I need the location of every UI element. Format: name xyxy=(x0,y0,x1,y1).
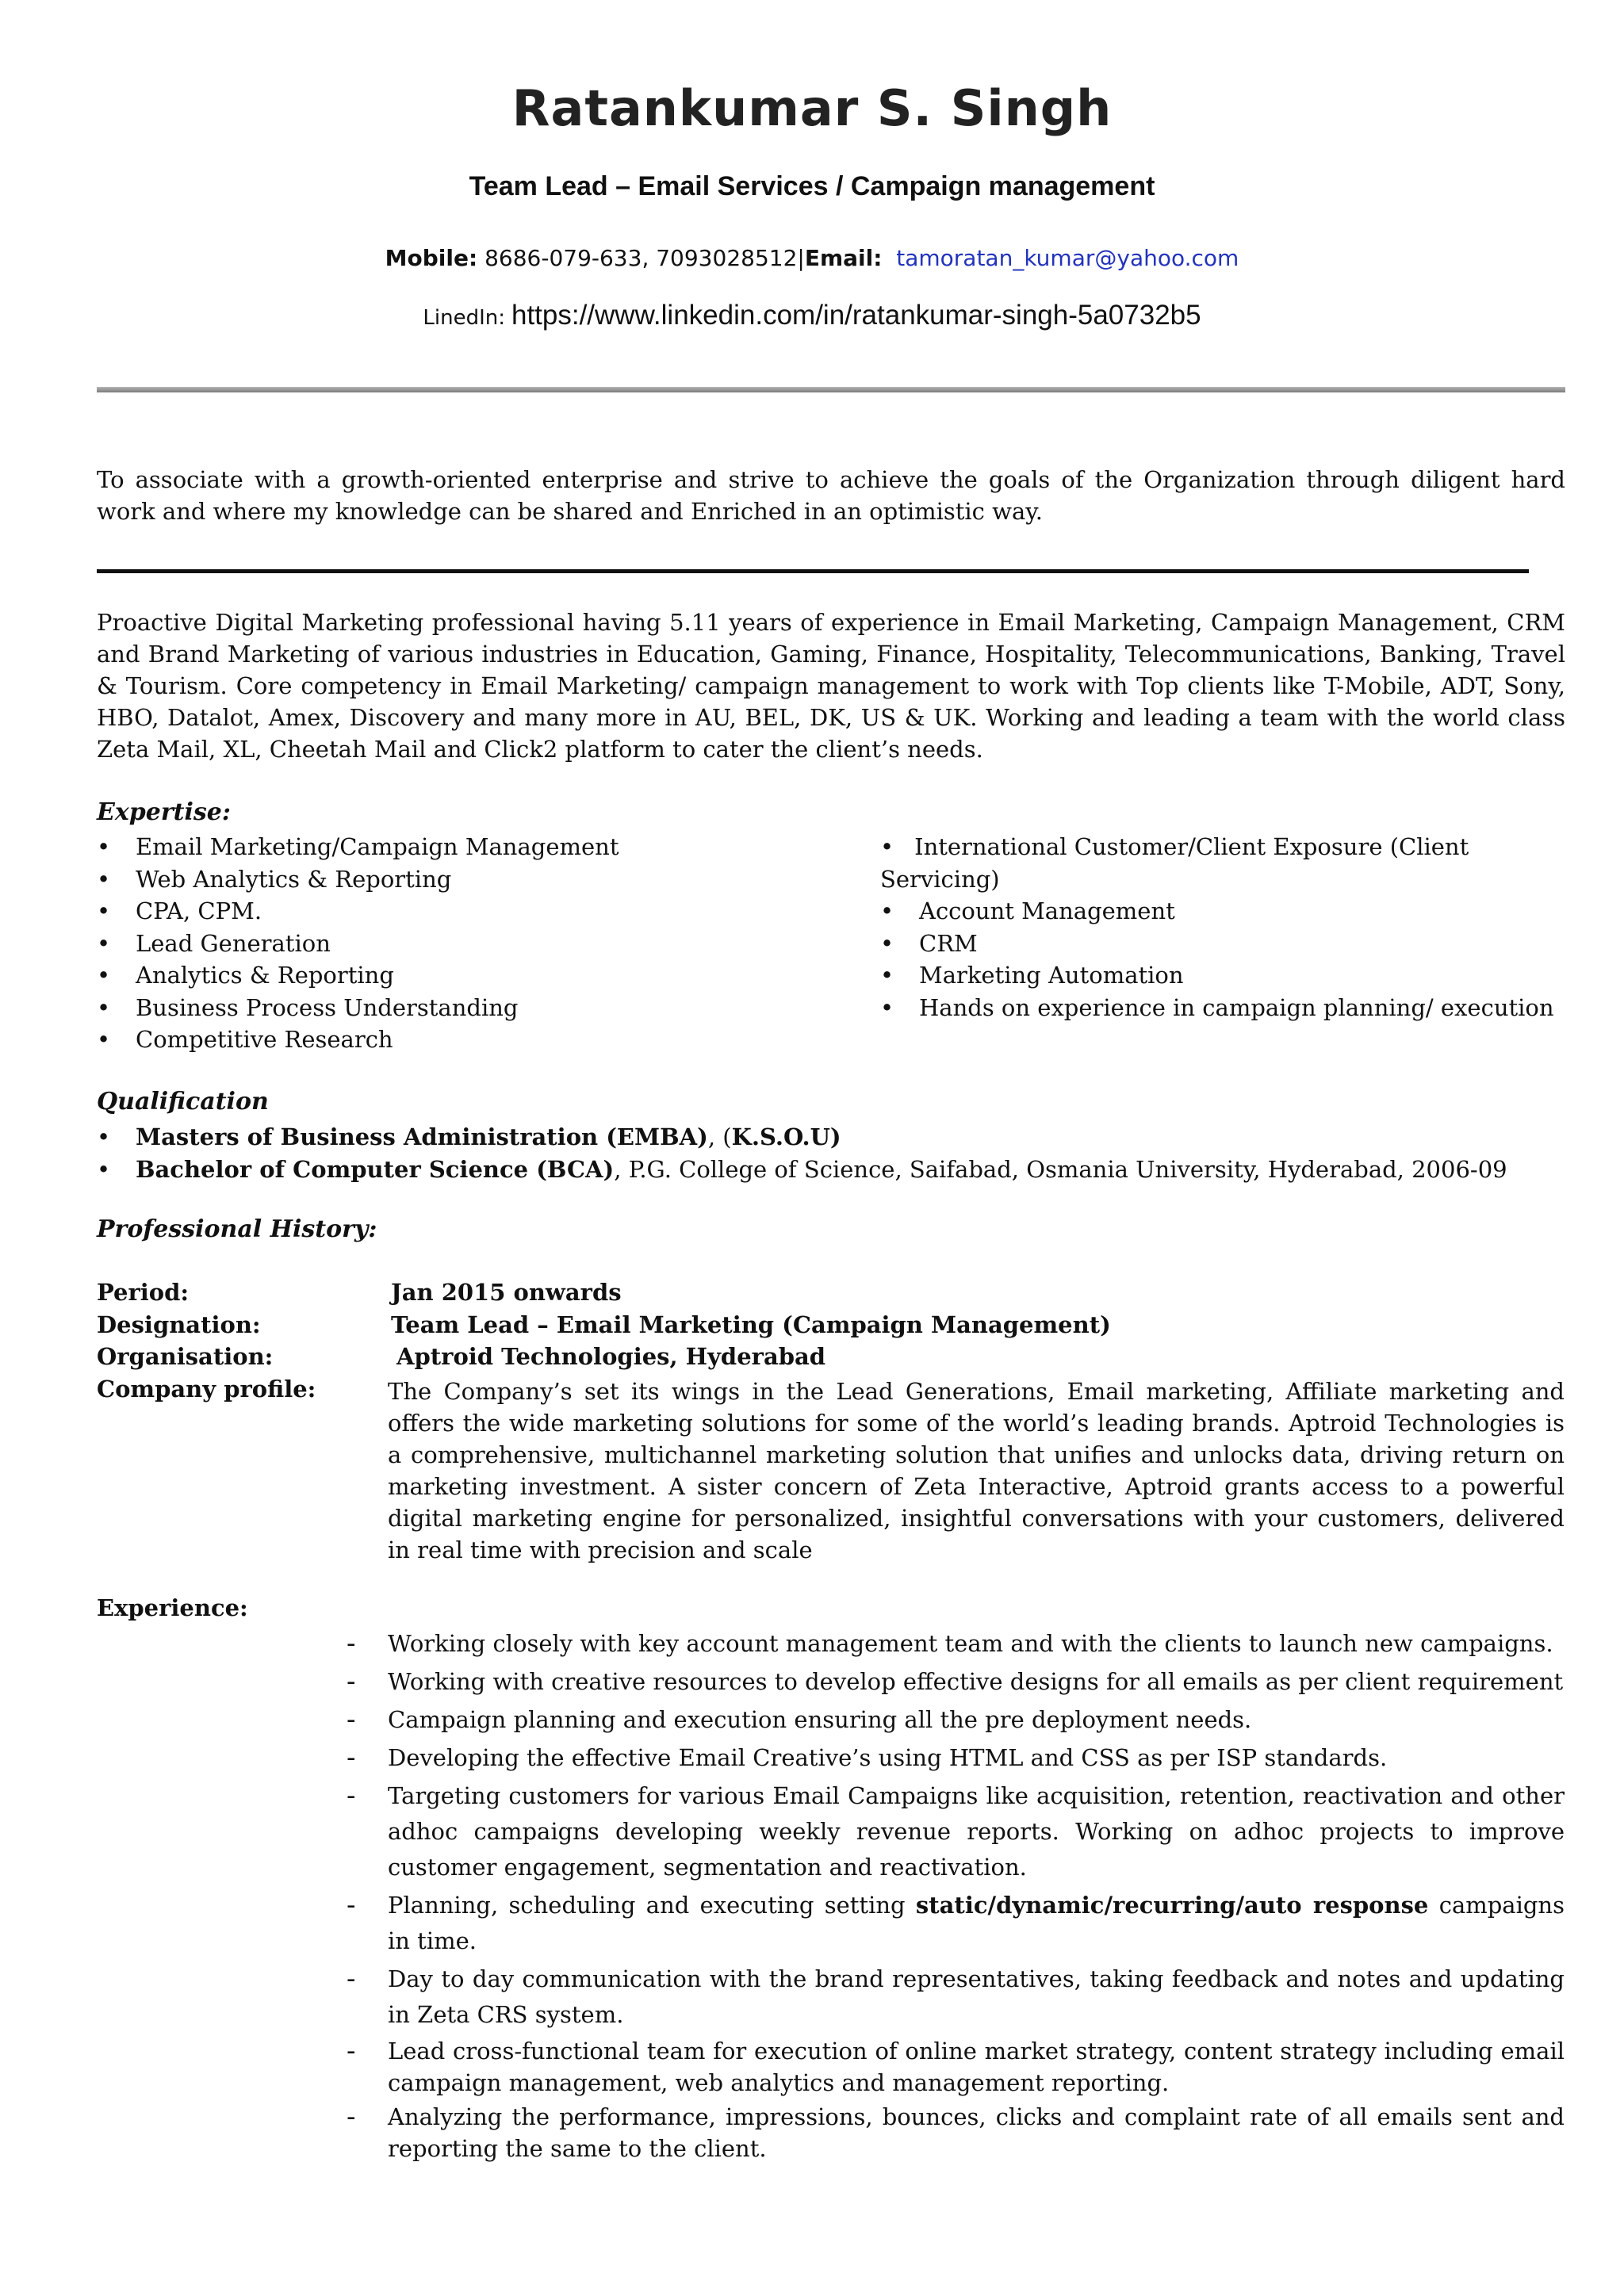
list-item: • International Customer/Client Exposure (Client Servicing) xyxy=(880,831,1570,895)
experience-list xyxy=(388,1626,1565,2167)
mobile-value: 8686-079-633, 7093028512| xyxy=(477,245,805,271)
company-profile-text: The Company’s set its wings in the Lead Generations, Email marketing, Affiliate marketing and offers the wide marketing solutions for some of the world’s leading brands. Aptroid Technologies is a comprehensive, multichannel marketing solution that unifies and unlocks data, driving return on marketing investment. A sister concern of Zeta Interactive, Aptroid grants access to a powerful digital marketing engine for personalized, insightful conversations with your customers, delivered in real time with precision and scale xyxy=(388,1378,1565,1563)
list-item: • Hands on experience in campaign planning/ execution xyxy=(880,992,1570,1024)
expertise-heading: Expertise: xyxy=(97,798,231,826)
list-item: • Bachelor of Computer Science (BCA), P.G. College of Science, Saifabad, Osmania University, Hyderabad, 2006-09 xyxy=(97,1154,1565,1186)
contact-line xyxy=(0,245,1624,271)
experience-heading: Experience: xyxy=(97,1594,248,1621)
designation-label: Designation: xyxy=(97,1311,261,1338)
period-value: Jan 2015 onwards xyxy=(391,1279,622,1306)
header-divider xyxy=(97,387,1565,392)
list-item: • Competitive Research xyxy=(97,1024,850,1056)
list-item: • Masters of Business Administration (EMBA), (K.S.O.U) xyxy=(97,1121,1565,1154)
history-heading: Professional History: xyxy=(97,1215,377,1243)
qualification-list xyxy=(97,1121,1565,1185)
list-item: • Account Management xyxy=(880,895,1570,928)
list-item: - Working with creative resources to develop effective designs for all emails as per client requirement xyxy=(388,1664,1565,1700)
list-item: - Targeting customers for various Email Campaigns like acquisition, retention, reactivation and other adhoc campaigns developing weekly revenue reports. Working on adhoc projects to improve customer engagement, segmentation and reactivation. xyxy=(388,1778,1565,1885)
organisation-value: Aptroid Technologies, Hyderabad xyxy=(396,1343,826,1370)
linkedin-label: LinedIn: xyxy=(423,306,505,330)
objective-divider xyxy=(97,569,1529,573)
list-item: - Developing the effective Email Creative’s using HTML and CSS as per ISP standards. xyxy=(388,1740,1565,1776)
list-item: • Marketing Automation xyxy=(880,959,1570,992)
list-item: - Working closely with key account management team and with the clients to launch new campaigns. xyxy=(388,1626,1565,1662)
company-profile-label: Company profile: xyxy=(97,1376,316,1402)
expertise-right-list xyxy=(880,831,1570,1024)
qualification-heading: Qualification xyxy=(97,1088,269,1115)
list-item: • Web Analytics & Reporting xyxy=(97,863,850,896)
candidate-role: Team Lead – Email Services / Campaign management xyxy=(469,171,1155,201)
linkedin-url[interactable]: https://www.linkedin.com/in/ratankumar-singh-5a0732b5 xyxy=(511,300,1201,331)
objective-text: To associate with a growth-oriented enterprise and strive to achieve the goals of the Organization through diligent hard work and where my knowledge can be shared and Enriched in an optimistic way. xyxy=(97,466,1565,525)
summary-text: Proactive Digital Marketing professional having 5.11 years of experience in Email Marketing, Campaign Management, CRM and Brand Marketing of various industries in Education, Gaming, Finance, Hospitality, Telecommunications, Banking, Travel & Tourism. Core competency in Email Marketing/ campaign management to work with Top clients like T-Mobile, ADT, Sony, HBO, Datalot, Amex, Discovery and many more in AU, BEL, DK, US & UK. Working and leading a team with the world class Zeta Mail, XL, Cheetah Mail and Click2 platform to cater the client’s needs. xyxy=(97,609,1565,763)
list-item: • Email Marketing/Campaign Management xyxy=(97,831,850,863)
list-item: - Lead cross-functional team for execution of online market strategy, content strategy including email campaign management, web analytics and management reporting. xyxy=(388,2035,1565,2099)
period-label: Period: xyxy=(97,1279,190,1306)
list-item: - Campaign planning and execution ensuring all the pre deployment needs. xyxy=(388,1702,1565,1738)
email-label: Email: xyxy=(804,245,883,271)
email-link[interactable]: tamoratan_kumar@yahoo.com xyxy=(896,245,1239,271)
list-item: • CPA, CPM. xyxy=(97,895,850,928)
list-item: • Analytics & Reporting xyxy=(97,959,850,992)
candidate-name: Ratankumar S. Singh xyxy=(511,79,1113,137)
list-item: • CRM xyxy=(880,928,1570,960)
list-item: • Business Process Understanding xyxy=(97,992,850,1024)
organisation-label: Organisation: xyxy=(97,1343,274,1370)
list-item: - Planning, scheduling and executing setting static/dynamic/recurring/auto response campaigns in time. xyxy=(388,1888,1565,1959)
expertise-left-list xyxy=(97,831,850,1056)
linkedin-line xyxy=(0,300,1624,331)
list-item: • Lead Generation xyxy=(97,928,850,960)
designation-value: Team Lead – Email Marketing (Campaign Management) xyxy=(391,1311,1111,1338)
mobile-label: Mobile: xyxy=(385,245,478,271)
list-item: - Day to day communication with the brand representatives, taking feedback and notes and updating in Zeta CRS system. xyxy=(388,1961,1565,2033)
list-item: - Analyzing the performance, impressions, bounces, clicks and complaint rate of all emails sent and reporting the same to the client. xyxy=(388,2101,1565,2164)
